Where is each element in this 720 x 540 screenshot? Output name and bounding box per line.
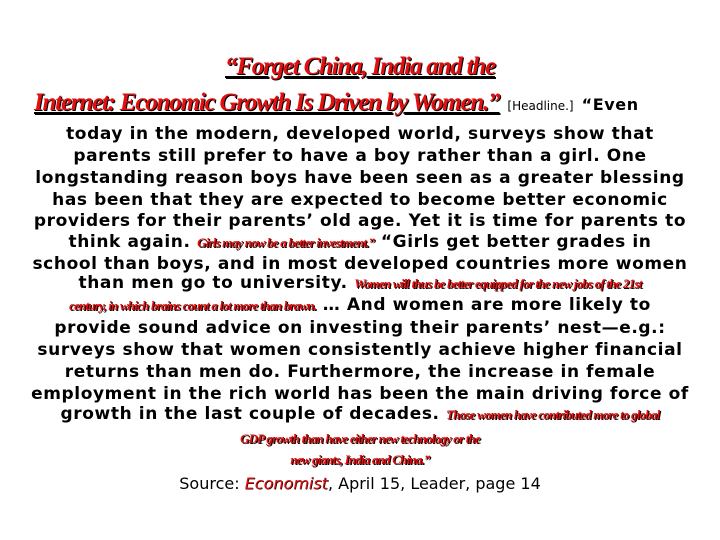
headline-line-2 xyxy=(34,88,639,120)
headline-text-1: “Forget China, India and the xyxy=(225,53,495,80)
body-line-7: school than boys, and in most developed countries more women xyxy=(32,254,688,274)
body-line-12: returns than men do. Furthermore, the increase in female xyxy=(64,362,656,382)
emphasis-1: Girls may now be a better investment.” xyxy=(197,235,375,250)
body-line-2: parents still prefer to have a boy rather than a girl. One xyxy=(73,146,647,166)
body-line-9 xyxy=(0,295,720,316)
body-line-1: today in the modern, developed world, surveys show that xyxy=(66,124,654,144)
body-line-3: longstanding reason boys have been seen as a greater blessing xyxy=(35,168,685,188)
body-line-11: surveys show that women consistently achieve higher financial xyxy=(37,340,683,360)
body-line-14 xyxy=(0,404,720,425)
emphasis-6: new giants, India and China.” xyxy=(290,452,430,467)
headline-tag: [Headline.] xyxy=(507,99,574,113)
body-line-6-c: “Girls get better grades in xyxy=(380,232,652,252)
body-line-6 xyxy=(0,232,720,253)
quote-start: “Even xyxy=(581,95,639,114)
source-prefix: Source: xyxy=(179,474,240,493)
body-line-13: employment in the rich world has been the main driving force of xyxy=(31,384,689,404)
source-citation xyxy=(0,474,720,493)
body-line-16 xyxy=(0,449,720,470)
source-details: , April 15, Leader, page 14 xyxy=(327,474,541,493)
emphasis-5: GDP growth than have either new technology or the xyxy=(240,431,480,446)
headline-line-1 xyxy=(0,52,720,81)
body-line-8 xyxy=(0,273,720,294)
source-publication: Economist xyxy=(244,474,328,493)
body-line-9-b: … And women are more likely to xyxy=(322,295,651,315)
body-line-6-a: think again. xyxy=(68,232,191,252)
body-line-5: providers for their parents’ old age. Yet it is time for parents to xyxy=(33,211,687,231)
headline-text-2: Internet: Economic Growth Is Driven by Women.” xyxy=(34,89,500,116)
body-line-4: has been that they are expected to become better economic xyxy=(52,190,668,210)
emphasis-2: Women will thus be better equipped for the new jobs of the 21st xyxy=(354,276,642,291)
emphasis-4: Those women have contributed more to global xyxy=(446,407,660,422)
emphasis-3: century, in which brains count a lot more than brawn. xyxy=(69,298,317,313)
body-line-10: provide sound advice on investing their parents’ nest—e.g.: xyxy=(54,318,666,338)
body-line-8-a: than men go to university. xyxy=(78,273,348,293)
body-line-14-a: growth in the last couple of decades. xyxy=(60,404,440,424)
body-line-15 xyxy=(0,428,720,449)
